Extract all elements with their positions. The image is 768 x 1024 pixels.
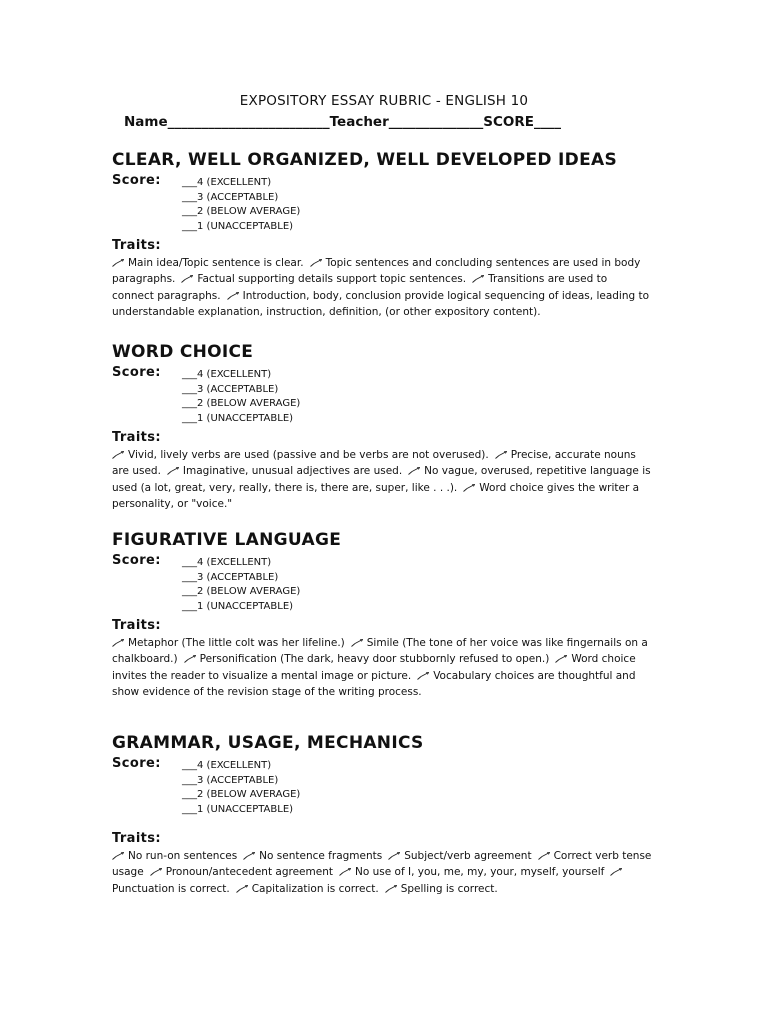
traits-paragraph (112, 635, 652, 700)
check-pen-icon (112, 852, 124, 860)
trait-item: Personification (The dark, heavy door stubbornly refused to open.) (199, 653, 550, 666)
check-pen-icon (610, 868, 622, 876)
section-title: GRAMMAR, USAGE, MECHANICS (112, 733, 424, 753)
score-label: Score: (112, 173, 161, 188)
trait-item: Spelling is correct. (400, 882, 498, 895)
score-options (182, 176, 300, 234)
score-option: ___2 (BELOW AVERAGE) (182, 789, 301, 801)
score-option: ___1 (UNACCEPTABLE) (182, 803, 294, 815)
section-word-choice (112, 342, 652, 512)
check-pen-icon (310, 259, 322, 267)
check-pen-icon (112, 259, 124, 267)
score-label: Score: (112, 553, 161, 568)
document-title: EXPOSITORY ESSAY RUBRIC - ENGLISH 10 (239, 93, 529, 109)
score-label: Score: (112, 365, 161, 380)
trait-item: Main idea/Topic sentence is clear. (128, 257, 304, 269)
traits-label: Traits: (112, 238, 162, 253)
trait-item: Introduction, body, conclusion provide logical sequencing of ideas, leading to understandable explanation, instruction, definition, (or other expository content). (112, 289, 650, 318)
trait-item: Factual supporting details support topic sentences. (197, 273, 467, 286)
trait-item: Word choice invites the reader to visualize a mental image or picture. (112, 653, 636, 682)
section-title: FIGURATIVE LANGUAGE (112, 530, 342, 550)
score-options (182, 556, 300, 614)
check-pen-icon (351, 639, 363, 647)
score-option: ___2 (BELOW AVERAGE) (182, 586, 301, 598)
check-pen-icon (385, 885, 397, 893)
trait-item: Topic sentences and concluding sentences are used in body paragraphs. (112, 257, 641, 286)
traits-label: Traits: (112, 618, 162, 633)
score-option: ___4 (EXCELLENT) (182, 369, 272, 380)
check-pen-icon (112, 451, 124, 459)
score-option: ___3 (ACCEPTABLE) (182, 774, 279, 786)
score-option: ___3 (ACCEPTABLE) (182, 191, 279, 203)
trait-item: Word choice gives the writer a personality, or "voice." (112, 481, 640, 510)
score-option: ___2 (BELOW AVERAGE) (182, 206, 301, 218)
score-option: ___4 (EXCELLENT) (182, 177, 272, 188)
section-title: CLEAR, WELL ORGANIZED, WELL DEVELOPED IDEAS (112, 150, 618, 170)
score-block (112, 365, 652, 427)
score-option: ___1 (UNACCEPTABLE) (182, 412, 294, 424)
check-pen-icon (227, 292, 239, 300)
trait-item: No vague, overused, repetitive language is used (a lot, great, very, really, there is, there are, super, like . . .). (112, 465, 651, 494)
check-pen-icon (463, 484, 475, 492)
traits-paragraph (112, 447, 652, 512)
score-block (112, 756, 652, 828)
trait-item: Transitions are used to connect paragraphs. (112, 273, 608, 302)
check-pen-icon (236, 885, 248, 893)
traits-paragraph (112, 848, 652, 897)
check-pen-icon (181, 275, 193, 283)
score-option: ___3 (ACCEPTABLE) (182, 383, 279, 395)
check-pen-icon (167, 467, 179, 475)
check-pen-icon (388, 852, 400, 860)
score-option: ___2 (BELOW AVERAGE) (182, 398, 301, 410)
check-pen-icon (243, 852, 255, 860)
check-pen-icon (339, 868, 351, 876)
trait-item: Capitalization is correct. (251, 882, 379, 895)
trait-item: Vivid, lively verbs are used (passive and be verbs are not overused). (128, 449, 489, 461)
trait-item: No use of I, you, me, my, your, myself, yourself (354, 866, 605, 879)
trait-item: Correct verb tense usage (112, 850, 652, 879)
score-block (112, 553, 652, 615)
score-options (182, 368, 300, 426)
score-option: ___1 (UNACCEPTABLE) (182, 600, 294, 612)
traits-label: Traits: (112, 430, 162, 445)
check-pen-icon (112, 639, 124, 647)
trait-item: Simile (The tone of her voice was like fingernails on a chalkboard.) (112, 637, 648, 666)
trait-item: Vocabulary choices are thoughtful and show evidence of the revision stage of the writing process. (112, 669, 636, 698)
score-option: ___4 (EXCELLENT) (182, 557, 272, 568)
check-pen-icon (555, 655, 567, 663)
check-pen-icon (495, 451, 507, 459)
section-title: WORD CHOICE (112, 342, 254, 362)
check-pen-icon (417, 672, 429, 680)
score-block (112, 173, 652, 235)
trait-item: No sentence fragments (259, 850, 383, 862)
trait-item: No run-on sentences (128, 850, 238, 862)
traits-label: Traits: (112, 831, 162, 846)
trait-item: Punctuation is correct. (112, 882, 230, 895)
section-figurative-language (112, 530, 652, 700)
check-pen-icon (408, 467, 420, 475)
section-grammar (112, 733, 652, 897)
score-options (182, 759, 300, 817)
check-pen-icon (472, 275, 484, 283)
trait-item: Subject/verb agreement (404, 850, 532, 862)
traits-paragraph (112, 255, 652, 320)
check-pen-icon (150, 868, 162, 876)
score-option: ___4 (EXCELLENT) (182, 760, 272, 771)
trait-item: Imaginative, unusual adjectives are used. (182, 465, 403, 478)
score-label: Score: (112, 756, 161, 771)
check-pen-icon (184, 655, 196, 663)
score-option: ___1 (UNACCEPTABLE) (182, 220, 294, 232)
trait-item: Precise, accurate nouns are used. (112, 449, 636, 478)
trait-item: Metaphor (The little colt was her lifeline.) (128, 637, 345, 649)
check-pen-icon (538, 852, 550, 860)
name-teacher-score-line: Name________________________Teacher______________SCORE____ (124, 114, 561, 130)
trait-item: Pronoun/antecedent agreement (165, 866, 333, 879)
section-ideas (112, 150, 652, 320)
score-option: ___3 (ACCEPTABLE) (182, 571, 279, 583)
